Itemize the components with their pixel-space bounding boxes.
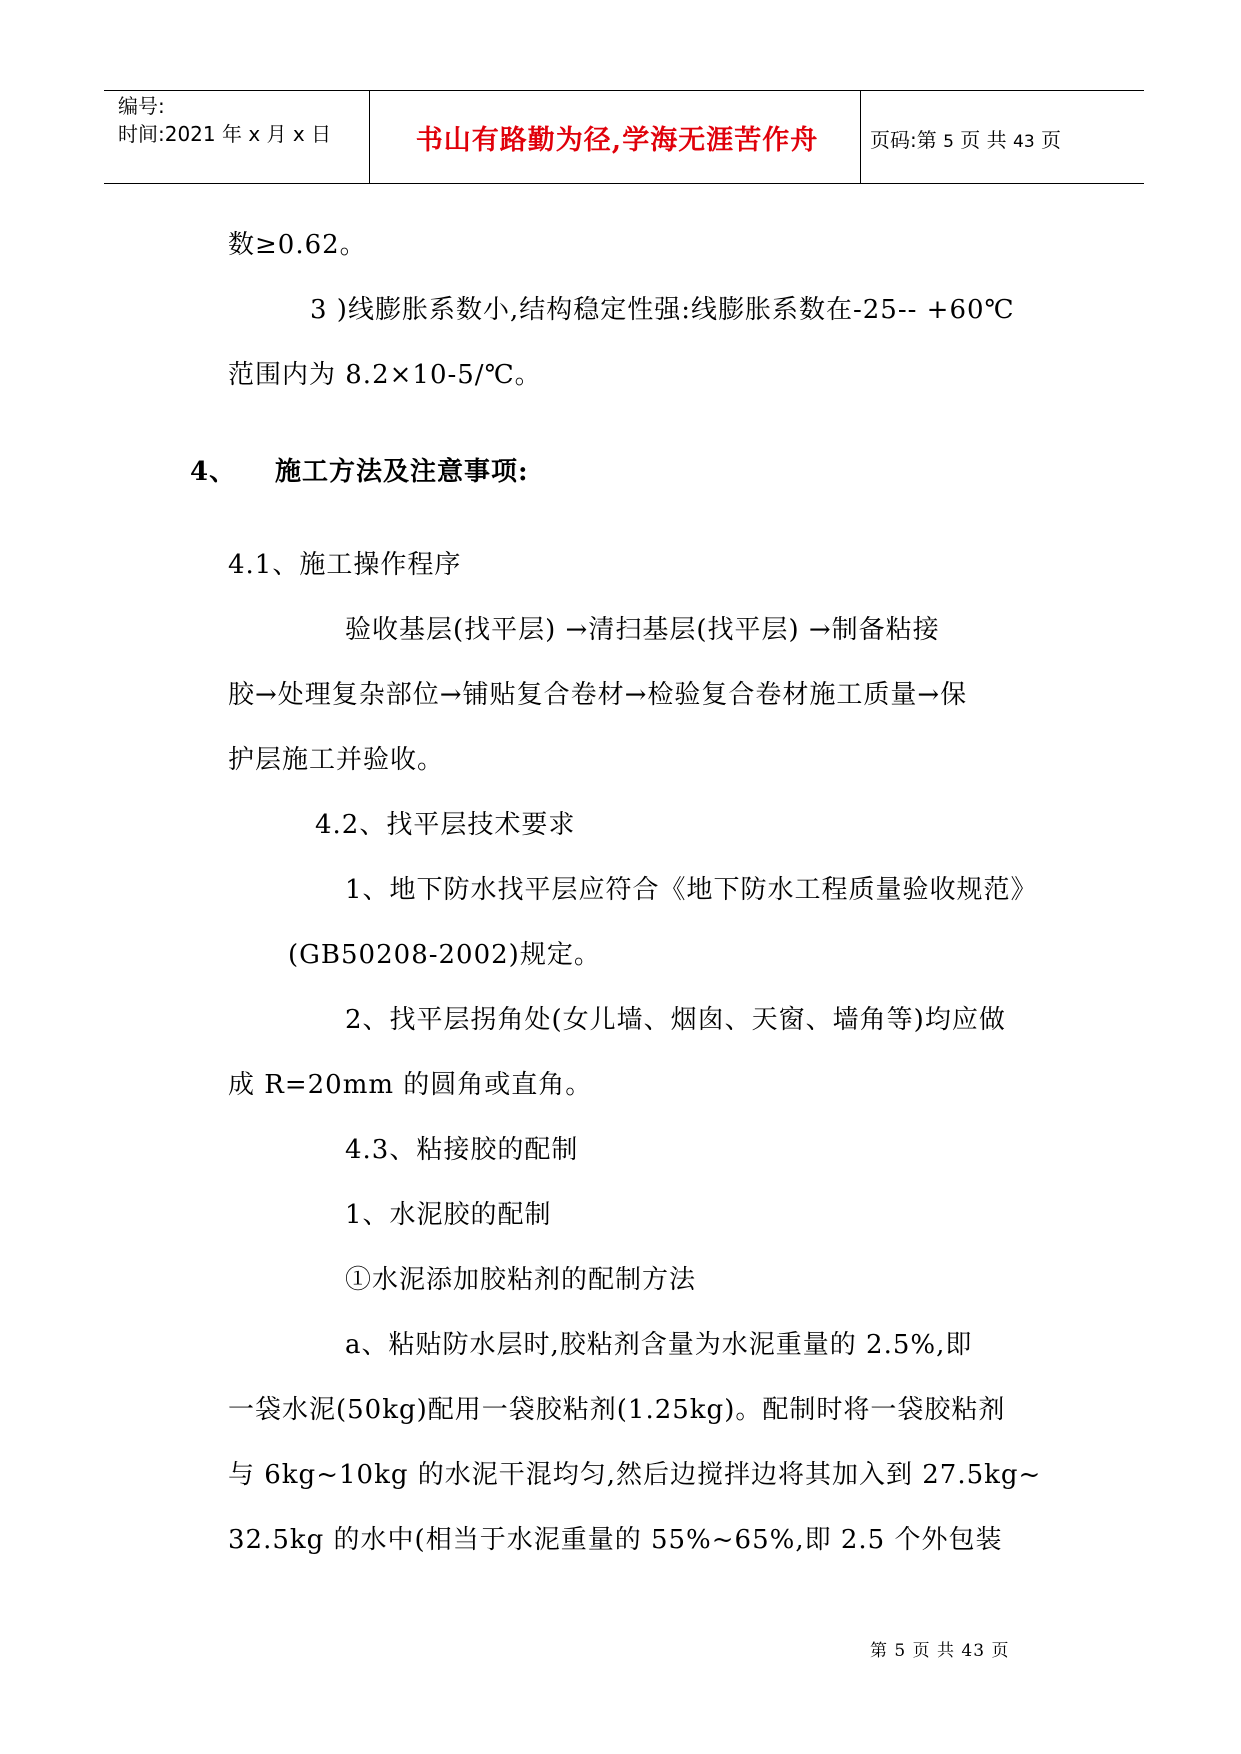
header-divider-left xyxy=(369,90,370,184)
header-meta xyxy=(118,92,331,148)
body-line: 成 R=20mm 的圆角或直角。 xyxy=(228,1070,593,1100)
page-prefix: 页码:第 xyxy=(870,128,944,152)
body-line: 范围内为 8.2×10-5/℃。 xyxy=(228,360,542,390)
page-suffix: 页 xyxy=(1034,128,1062,152)
section-number: 4、 xyxy=(190,457,237,487)
subsection-title: 4.1、施工操作程序 xyxy=(228,550,462,580)
body-line: (GB50208-2002)规定。 xyxy=(288,940,601,970)
header-top-rule xyxy=(104,90,1144,91)
body-line: 护层施工并验收。 xyxy=(228,745,445,775)
body-line: ①水泥添加胶粘剂的配制方法 xyxy=(345,1265,697,1295)
subsection-title: 4.3、粘接胶的配制 xyxy=(345,1135,579,1165)
header-page-info xyxy=(870,124,1061,153)
page-mid: 页 共 xyxy=(953,128,1014,152)
body-line: 胶→处理复杂部位→铺贴复合卷材→检验复合卷材施工质量→保 xyxy=(228,680,968,710)
body-line: 验收基层(找平层) →清扫基层(找平层) →制备粘接 xyxy=(345,615,940,645)
body-line: 1、水泥胶的配制 xyxy=(345,1200,552,1230)
header-bottom-rule xyxy=(104,183,1144,184)
document-time-label: 时间:2021 年 x 月 x 日 xyxy=(118,122,332,146)
page-current: 5 xyxy=(943,132,954,152)
section-title: 施工方法及注意事项: xyxy=(275,457,529,487)
body-line: 1、地下防水找平层应符合《地下防水工程质量验收规范》 xyxy=(345,875,1038,905)
body-line: 32.5kg 的水中(相当于水泥重量的 55%~65%,即 2.5 个外包装 xyxy=(228,1525,1003,1555)
page-footer: 第 5 页 共 43 页 xyxy=(870,1641,1010,1661)
subsection-title: 4.2、找平层技术要求 xyxy=(315,810,576,840)
header-motto: 书山有路勤为径,学海无涯苦作舟 xyxy=(415,125,819,156)
body-line: 3 )线膨胀系数小,结构稳定性强:线膨胀系数在-25-- +60℃ xyxy=(310,295,1015,325)
body-line: 数≥0.62。 xyxy=(228,230,367,260)
body-line: 与 6kg~10kg 的水泥干混均匀,然后边搅拌边将其加入到 27.5kg~ xyxy=(228,1460,1042,1490)
document-number-label: 编号: xyxy=(118,94,165,118)
body-line: 2、找平层拐角处(女儿墙、烟囱、天窗、墙角等)均应做 xyxy=(345,1005,1006,1035)
body-line: 一袋水泥(50kg)配用一袋胶粘剂(1.25kg)。配制时将一袋胶粘剂 xyxy=(228,1395,1006,1425)
body-line: a、粘贴防水层时,胶粘剂含量为水泥重量的 2.5%,即 xyxy=(345,1330,973,1360)
page-total: 43 xyxy=(1013,132,1035,152)
